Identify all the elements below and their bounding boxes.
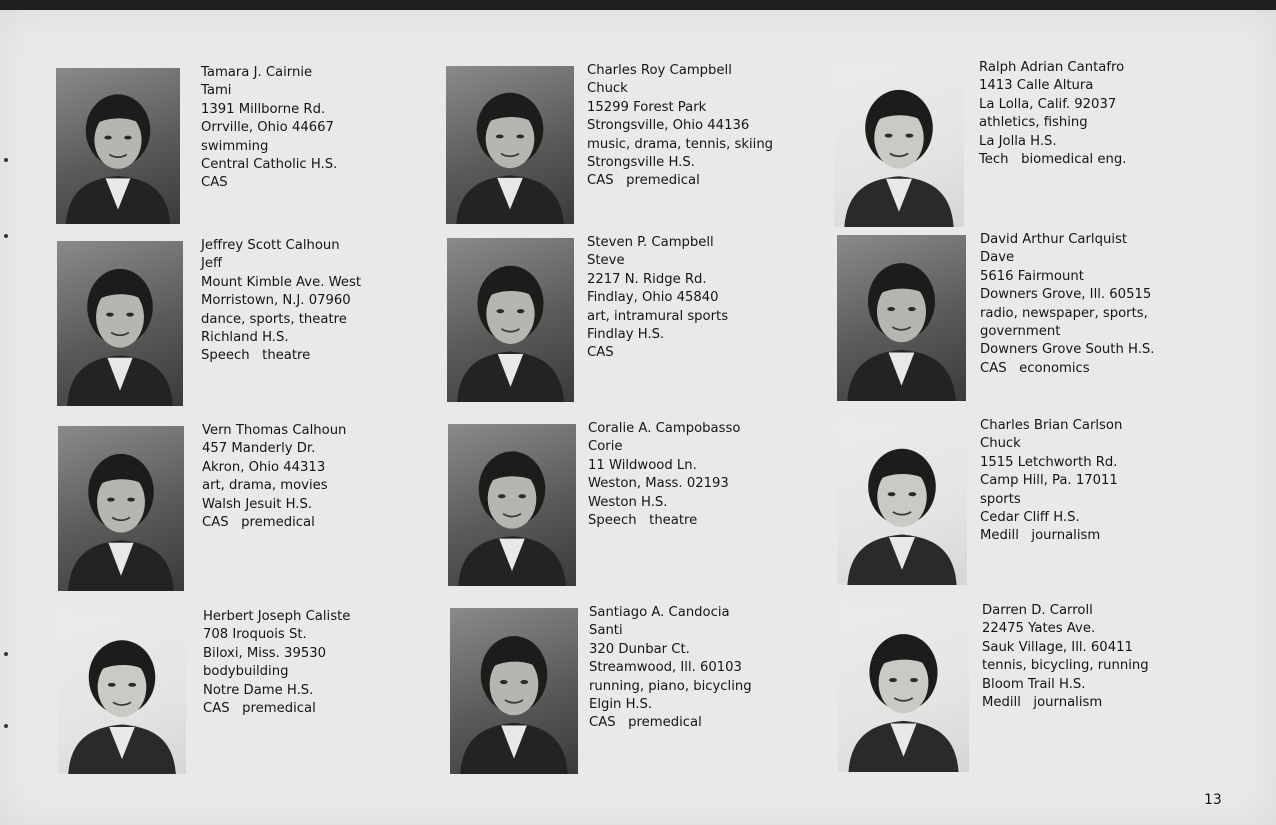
student-info (587, 234, 728, 363)
student-detail-line: 1413 Calle Altura (979, 78, 1094, 94)
student-detail-line: art, drama, movies (202, 478, 328, 494)
student-portrait (57, 241, 183, 406)
student-detail-line: Sauk Village, Ill. 60411 (982, 639, 1133, 655)
student-portrait (838, 606, 969, 772)
binding-mark (4, 234, 8, 238)
student-detail-line: Medill journalism (980, 528, 1101, 544)
student-portrait (447, 238, 574, 402)
student-portrait (58, 613, 186, 774)
portrait-figure (447, 238, 574, 402)
student-detail-line: Chuck (980, 436, 1021, 452)
student-detail-line: 320 Dunbar Ct. (589, 641, 690, 657)
student-detail-line: art, intramural sports (587, 308, 729, 324)
student-name: Charles Brian Carlson (980, 418, 1123, 433)
student-portrait (834, 62, 964, 227)
student-detail-line: Speech theatre (588, 513, 698, 529)
student-name: Ralph Adrian Cantafro (979, 60, 1125, 75)
student-detail-line: Downers Grove, Ill. 60515 (980, 287, 1152, 303)
student-detail-line: CAS premedical (587, 173, 700, 189)
student-detail-line: CAS (201, 175, 228, 191)
student-detail-line: Jeff (201, 256, 223, 272)
student-detail-line: Richland H.S. (201, 330, 289, 346)
student-detail-line: CAS premedical (203, 701, 316, 717)
student-detail-line: Weston H.S. (588, 494, 668, 510)
student-info (588, 420, 740, 530)
student-name: Steven P. Campbell (587, 235, 714, 250)
portrait-figure (450, 608, 578, 774)
student-name: Charles Roy Campbell (587, 63, 732, 78)
student-detail-line: Walsh Jesuit H.S. (202, 496, 313, 512)
student-detail-line: Elgin H.S. (589, 697, 653, 713)
binding-mark (4, 652, 8, 656)
student-portrait (58, 426, 184, 591)
student-name: Jeffrey Scott Calhoun (201, 238, 340, 253)
student-detail-line: Tech biomedical eng. (979, 152, 1127, 168)
student-detail-line: Camp Hill, Pa. 17011 (980, 473, 1118, 489)
portrait-figure (448, 424, 576, 586)
student-info (982, 602, 1149, 712)
student-detail-line: Cedar Cliff H.S. (980, 510, 1080, 526)
student-detail-line: Notre Dame H.S. (203, 682, 314, 698)
student-detail-line: Central Catholic H.S. (201, 157, 338, 173)
student-detail-line: Mount Kimble Ave. West (201, 274, 361, 290)
student-detail-line: Bloom Trail H.S. (982, 676, 1086, 692)
student-detail-line: 457 Manderly Dr. (202, 441, 316, 457)
student-portrait (56, 68, 180, 224)
student-detail-line: athletics, fishing (979, 115, 1088, 131)
student-name: David Arthur Carlquist (980, 232, 1128, 247)
student-detail-line: 708 Iroquois St. (203, 627, 307, 643)
portrait-figure (838, 606, 969, 772)
student-name: Santiago A. Candocia (589, 605, 730, 620)
student-detail-line: 11 Wildwood Ln. (588, 457, 697, 473)
student-detail-line: Dave (980, 250, 1015, 266)
student-portrait (837, 235, 966, 401)
student-info (980, 231, 1154, 378)
student-detail-line: CAS premedical (202, 515, 315, 531)
student-detail-line: Medill journalism (982, 695, 1103, 711)
portrait-figure (56, 68, 180, 224)
student-portrait (446, 66, 574, 224)
portrait-figure (446, 66, 574, 224)
portrait-figure (834, 62, 964, 227)
student-detail-line: Streamwood, Ill. 60103 (589, 660, 742, 676)
page-number: 13 (1204, 792, 1222, 808)
student-detail-line: dance, sports, theatre (201, 311, 347, 327)
student-portrait (837, 421, 967, 585)
student-detail-line: CAS premedical (589, 715, 702, 731)
student-detail-line: 1391 Millborne Rd. (201, 101, 326, 117)
student-detail-line: 15299 Forest Park (587, 99, 707, 115)
portrait-figure (58, 613, 186, 774)
student-detail-line: tennis, bicycling, running (982, 658, 1149, 674)
portrait-figure (57, 241, 183, 406)
student-detail-line: Akron, Ohio 44313 (202, 459, 326, 475)
student-detail-line: CAS (587, 345, 614, 361)
student-info (589, 604, 752, 733)
binding-mark (4, 158, 8, 162)
student-name: Darren D. Carroll (982, 603, 1093, 618)
student-detail-line: Steve (587, 253, 625, 269)
student-detail-line: Findlay, Ohio 45840 (587, 290, 719, 306)
student-detail-line: CAS economics (980, 360, 1090, 376)
portrait-figure (837, 235, 966, 401)
student-detail-line: sports (980, 491, 1021, 507)
student-detail-line: 2217 N. Ridge Rd. (587, 271, 707, 287)
student-info (203, 608, 350, 718)
binding-mark (4, 724, 8, 728)
student-detail-line: bodybuilding (203, 664, 289, 680)
student-detail-line: La Lolla, Calif. 92037 (979, 96, 1117, 112)
student-portrait (450, 608, 578, 774)
student-detail-line: Speech theatre (201, 348, 311, 364)
student-detail-line: La Jolla H.S. (979, 133, 1057, 149)
student-detail-line: government (980, 324, 1061, 340)
student-detail-line: Downers Grove South H.S. (980, 342, 1155, 358)
student-info (587, 62, 773, 191)
student-detail-line: Orrville, Ohio 44667 (201, 120, 334, 136)
student-info (201, 237, 361, 366)
student-name: Coralie A. Campobasso (588, 421, 741, 436)
portrait-figure (837, 421, 967, 585)
student-detail-line: 5616 Fairmount (980, 268, 1084, 284)
student-detail-line: music, drama, tennis, skiing (587, 136, 774, 152)
student-info (202, 422, 346, 532)
student-detail-line: radio, newspaper, sports, (980, 305, 1148, 321)
student-name: Tamara J. Cairnie (201, 65, 313, 80)
student-info (979, 59, 1126, 169)
student-detail-line: Santi (589, 623, 623, 639)
student-detail-line: Corie (588, 439, 623, 455)
student-detail-line: Strongsville H.S. (587, 155, 695, 171)
student-detail-line: swimming (201, 138, 269, 154)
student-info (201, 64, 337, 193)
student-detail-line: Strongsville, Ohio 44136 (587, 118, 750, 134)
student-detail-line: Weston, Mass. 02193 (588, 476, 729, 492)
yearbook-page (0, 10, 1276, 825)
student-name: Vern Thomas Calhoun (202, 423, 347, 438)
student-detail-line: running, piano, bicycling (589, 678, 752, 694)
student-name: Herbert Joseph Caliste (203, 609, 351, 624)
portrait-figure (58, 426, 184, 591)
student-detail-line: 1515 Letchworth Rd. (980, 454, 1118, 470)
student-detail-line: Biloxi, Miss. 39530 (203, 645, 327, 661)
student-detail-line: Findlay H.S. (587, 327, 665, 343)
student-info (980, 417, 1122, 546)
student-detail-line: Chuck (587, 81, 628, 97)
student-detail-line: Tami (201, 83, 232, 99)
student-portrait (448, 424, 576, 586)
student-detail-line: 22475 Yates Ave. (982, 621, 1096, 637)
student-detail-line: Morristown, N.J. 07960 (201, 293, 351, 309)
